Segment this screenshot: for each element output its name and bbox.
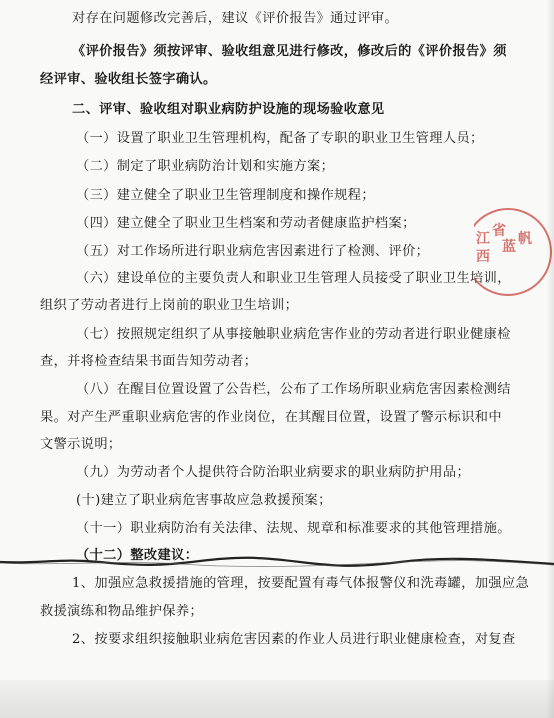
text-line: （三）建立健全了职业卫生管理制度和操作规程；	[76, 188, 375, 203]
text-line: （八）在醒目位置设置了公告栏，公布了工作场所职业病危害因素检测结	[76, 382, 511, 397]
text-line: （十二）整改建议：	[76, 548, 199, 563]
page-bottom-shadow	[0, 680, 554, 718]
text-line: （九）为劳动者个人提供符合防治职业病要求的职业病防护用品；	[76, 465, 471, 480]
text-line: 文警示说明；	[40, 437, 122, 452]
text-line: 救援演练和物品维护保养；	[40, 604, 204, 619]
text-line: (十)建立了职业病危害事故应急救援预案；	[76, 493, 332, 508]
text-line: 对存在问题修改完善后，建议《评价报告》通过评审。	[72, 11, 399, 26]
text-line: 组织了劳动者进行上岗前的职业卫生培训；	[40, 298, 299, 313]
text-line: 2、按要求组织接触职业病危害因素的作业人员进行职业健康检查，对复查	[72, 632, 516, 647]
page-edge-shadow	[546, 0, 554, 718]
text-line: （七）按照规定组织了从事接触职业病危害作业的劳动者进行职业健康检	[76, 327, 511, 342]
text-line: （四）建立健全了职业卫生档案和劳动者健康监护档案；	[76, 216, 416, 231]
text-line: 《评价报告》须按评审、验收组意见进行修改，修改后的《评价报告》须	[72, 44, 507, 59]
text-line: 1、加强应急救援措施的管理，按要配置有毒气体报警仪和洗毒罐，加强应急	[72, 576, 530, 591]
text-line: 果。对产生严重职业病危害的作业岗位，在其醒目位置，设置了警示标识和中	[40, 410, 502, 425]
text-line: （六）建设单位的主要负责人和职业卫生管理人员接受了职业卫生培训，	[76, 271, 511, 286]
text-line: （二）制定了职业病防治计划和实施方案；	[76, 159, 335, 174]
text-line: （十一）职业病防治有关法律、法规、规章和标准要求的其他管理措施。	[76, 521, 511, 536]
official-seal-stamp: 江 西 省 蓝 帆	[462, 206, 552, 296]
section-heading: 二、评审、验收组对职业病防护设施的现场验收意见	[72, 102, 385, 117]
text-line: （一）设置了职业卫生管理机构，配备了专职的职业卫生管理人员；	[76, 131, 484, 146]
text-line: （五）对工作场所进行职业病危害因素进行了检测、评价；	[76, 244, 430, 259]
text-line: 经评审、验收组长签字确认。	[40, 72, 217, 87]
text-line: 查，并将检查结果书面告知劳动者；	[40, 354, 258, 369]
